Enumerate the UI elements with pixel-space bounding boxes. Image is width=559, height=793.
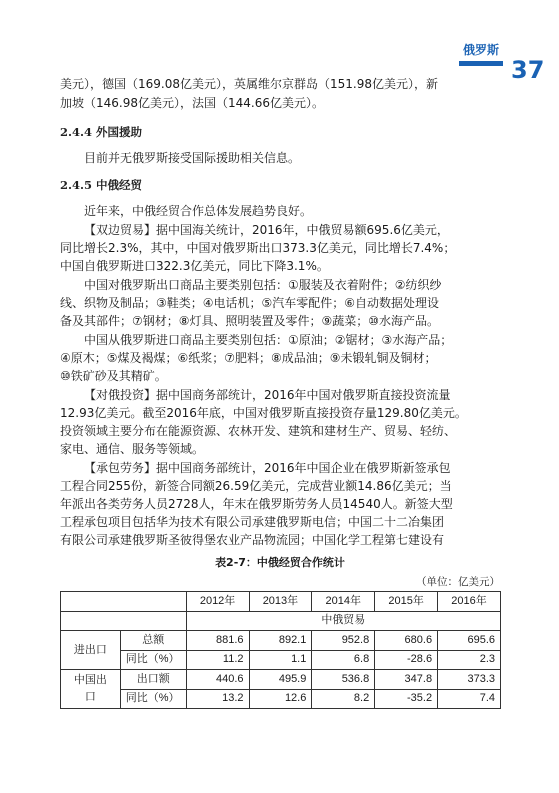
foreign-aid-text: 目前并无俄罗斯接受国际援助相关信息。 xyxy=(84,151,301,165)
contract-labor-line-2: 工程合同255份，新签合同额26.59亿美元，完成营业额14.86亿美元；当 xyxy=(60,479,452,493)
investment-line-1: 【对俄投资】据中国商务部统计，2016年中国对俄罗斯直接投资流量 xyxy=(84,388,451,402)
contract-labor-line-1: 【承包劳务】据中国商务部统计，2016年中国企业在俄罗斯新签承包 xyxy=(84,461,451,475)
bilateral-trade-line-1: 【双边贸易】据中国海关统计，2016年，中俄贸易额695.6亿美元， xyxy=(84,223,449,237)
year-header: 2014年 xyxy=(312,592,375,612)
bilateral-trade-line-2: 同比增长2.3%，其中，中国对俄罗斯出口373.3亿美元，同比增长7.4%； xyxy=(60,241,456,255)
table-cell: -35.2 xyxy=(375,689,438,709)
row-label: 同比（%） xyxy=(120,650,186,670)
table-cell: 952.8 xyxy=(312,631,375,651)
table-cell: 680.6 xyxy=(375,631,438,651)
intro-line-1: 美元），德国（169.08亿美元），英属维尔京群岛（151.98亿美元），新 xyxy=(60,77,438,91)
table-cell: -28.6 xyxy=(375,650,438,670)
table-row xyxy=(61,670,501,690)
table-cell: 440.6 xyxy=(186,670,249,690)
table-section-spacer xyxy=(61,611,187,631)
header-country-label: 俄罗斯 xyxy=(462,43,499,57)
import-categories-line-1: 中国从俄罗斯进口商品主要类别包括：①原油；②锯材；③水海产品； xyxy=(84,333,453,347)
investment-line-4: 家电、通信、服务等领域。 xyxy=(60,442,205,456)
table-cell: 13.2 xyxy=(186,689,249,709)
row-label: 出口额 xyxy=(120,670,186,690)
year-header: 2012年 xyxy=(186,592,249,612)
trade-intro-text: 近年来，中俄经贸合作总体发展趋势良好。 xyxy=(84,204,313,218)
year-header: 2013年 xyxy=(249,592,312,612)
group-label-line: 中国出 xyxy=(73,674,107,686)
table-unit: （单位：亿美元） xyxy=(416,576,500,588)
import-categories-line-3: ⑩铁矿砂及其精矿。 xyxy=(60,369,167,383)
table-cell: 695.6 xyxy=(438,631,501,651)
table-row xyxy=(61,631,501,651)
table-caption: 表2-7：中俄经贸合作统计 xyxy=(215,556,345,569)
section-heading-china-russia-trade: 2.4.5 中俄经贸 xyxy=(60,178,143,192)
table-header-row xyxy=(61,592,501,612)
row-label: 同比（%） xyxy=(120,689,186,709)
bilateral-trade-line-3: 中国自俄罗斯进口322.3亿美元，同比下降3.1%。 xyxy=(60,259,329,273)
table-section-label: 中俄贸易 xyxy=(186,611,500,631)
table-cell: 373.3 xyxy=(438,670,501,690)
table-cell: 8.2 xyxy=(312,689,375,709)
table-cell: 6.8 xyxy=(312,650,375,670)
table-cell: 881.6 xyxy=(186,631,249,651)
table-cell: 7.4 xyxy=(438,689,501,709)
export-categories-line-3: 备及其部件；⑦钢材；⑧灯具、照明装置及零件；⑨蔬菜；⑩水海产品。 xyxy=(60,314,440,328)
table-cell: 12.6 xyxy=(249,689,312,709)
contract-labor-line-4: 工程承包项目包括华为技术有限公司承建俄罗斯电信；中国二十二冶集团 xyxy=(60,515,445,529)
table-row xyxy=(61,650,501,670)
group-label-china-exports xyxy=(61,670,121,709)
table-cell: 1.1 xyxy=(249,650,312,670)
table-cell: 2.3 xyxy=(438,650,501,670)
year-header: 2015年 xyxy=(375,592,438,612)
investment-line-3: 投资领域主要分布在能源资源、农林开发、建筑和建材生产、贸易、轻纺、 xyxy=(60,424,457,438)
table-cell: 11.2 xyxy=(186,650,249,670)
group-label-line: 口 xyxy=(84,691,96,703)
intro-line-2: 加坡（146.98亿美元），法国（144.66亿美元）。 xyxy=(60,96,324,110)
group-label-import-export: 进出口 xyxy=(61,631,121,670)
header-accent-bar xyxy=(459,61,503,66)
export-categories-line-2: 线、织物及制品；③鞋类；④电话机；⑤汽车零配件；⑥自动数据处理设 xyxy=(60,296,440,310)
table-cell: 892.1 xyxy=(249,631,312,651)
year-header: 2016年 xyxy=(438,592,501,612)
table-cell: 347.8 xyxy=(375,670,438,690)
table-row xyxy=(61,689,501,709)
import-categories-line-2: ④原木；⑤煤及褐煤；⑥纸浆；⑦肥料；⑧成品油；⑨未锻轧铜及铜材； xyxy=(60,351,437,365)
table-section-row xyxy=(61,611,501,631)
contract-labor-line-3: 年派出各类劳务人员2728人，年末在俄罗斯劳务人员14540人。新签大型 xyxy=(60,497,453,511)
page-number: 37 xyxy=(511,56,545,84)
table-cell: 536.8 xyxy=(312,670,375,690)
contract-labor-line-5: 有限公司承建俄罗斯圣彼得堡农业产品物流园；中国化学工程第七建设有 xyxy=(60,533,445,547)
table-cell: 495.9 xyxy=(249,670,312,690)
export-categories-line-1: 中国对俄罗斯出口商品主要类别包括：①服装及衣着附件；②纺织纱 xyxy=(84,278,442,292)
trade-statistics-table xyxy=(60,591,501,709)
table-corner-cell xyxy=(61,592,187,612)
section-heading-foreign-aid: 2.4.4 外国援助 xyxy=(60,125,143,139)
row-label: 总额 xyxy=(120,631,186,651)
investment-line-2: 12.93亿美元。截至2016年底，中国对俄罗斯直接投资存量129.80亿美元。 xyxy=(60,406,467,420)
